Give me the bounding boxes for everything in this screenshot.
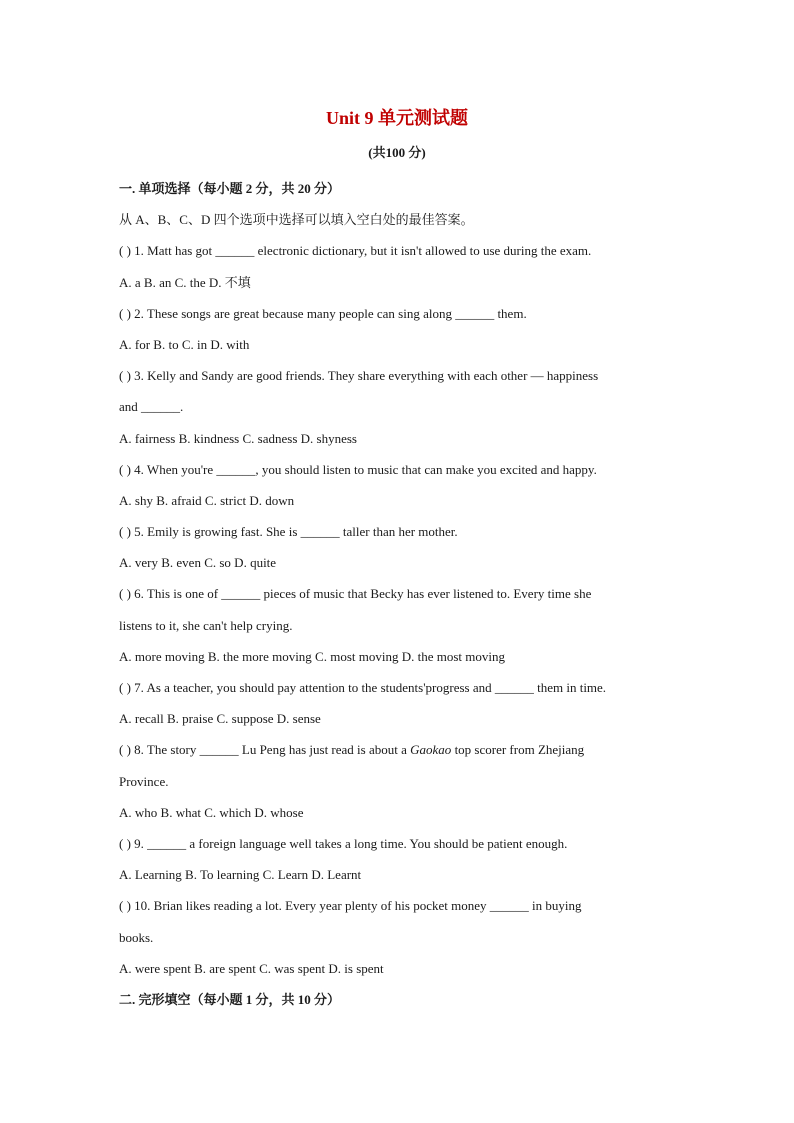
question-2-stem: ( ) 2. These songs are great because many people can sing along ______ them.	[119, 305, 527, 321]
question-3-stem: ( ) 3. Kelly and Sandy are good friends. They share everything with each other — happiness	[119, 368, 599, 384]
question-4-options: A. shy B. afraid C. strict D. down	[119, 492, 295, 508]
section-heading-cloze: 二. 完形填空（每小题 1 分，共 10 分）	[119, 991, 341, 1007]
question-10-stem-cont: books.	[119, 929, 154, 945]
question-8-stem-post: top scorer from Zhejiang	[451, 742, 585, 758]
question-8-stem	[119, 734, 679, 765]
question-5-stem: ( ) 5. Emily is growing fast. She is ______ taller than her mother.	[119, 524, 458, 540]
question-10-options: A. were spent B. are spent C. was spent D. is spent	[119, 960, 384, 976]
question-3-options: A. fairness B. kindness C. sadness D. shyness	[119, 430, 357, 446]
question-9-options: A. Learning B. To learning C. Learn D. Learnt	[119, 867, 362, 883]
section-heading-multiple-choice: 一. 单项选择（每小题 2 分，共 20 分）	[119, 181, 341, 196]
question-7-stem: ( ) 7. As a teacher, you should pay attention to the students'progress and ______ them in time.	[119, 680, 607, 695]
question-8-stem-cont: Province.	[119, 773, 169, 789]
question-6-stem: ( ) 6. This is one of ______ pieces of music that Becky has ever listened to. Every time she	[119, 586, 592, 602]
question-8-stem-italic: Gaokao	[410, 742, 452, 758]
question-7-options: A. recall B. praise C. suppose D. sense	[119, 711, 321, 727]
question-4-stem: ( ) 4. When you're ______, you should listen to music that can make you excited and happy.	[119, 461, 597, 477]
total-score: (共100 分)	[368, 145, 426, 160]
section-instruction: 从 A、B、C、D 四个选项中选择可以填入空白处的最佳答案。	[119, 212, 474, 228]
question-9-stem: ( ) 9. ______ a foreign language well takes a long time. You should be patient enough.	[119, 835, 568, 851]
page-title: Unit 9 单元测试题	[325, 108, 468, 128]
question-8-stem-pre: ( ) 8. The story ______ Lu Peng has just read is about a	[119, 742, 411, 758]
question-8-options: A. who B. what C. which D. whose	[119, 804, 304, 820]
question-1-options: A. a B. an C. the D. 不填	[119, 274, 251, 290]
question-5-options: A. very B. even C. so D. quite	[119, 555, 277, 571]
question-6-options: A. more moving B. the more moving C. most moving D. the most moving	[119, 648, 506, 664]
question-2-options: A. for B. to C. in D. with	[119, 336, 250, 352]
question-10-stem: ( ) 10. Brian likes reading a lot. Every year plenty of his pocket money ______ in buying	[119, 898, 582, 914]
exam-content	[119, 173, 679, 1015]
question-6-stem-cont: listens to it, she can't help crying.	[119, 617, 293, 633]
question-3-stem-cont: and ______.	[119, 399, 184, 415]
question-1-stem: ( ) 1. Matt has got ______ electronic dictionary, but it isn't allowed to use during the exam.	[119, 243, 592, 259]
